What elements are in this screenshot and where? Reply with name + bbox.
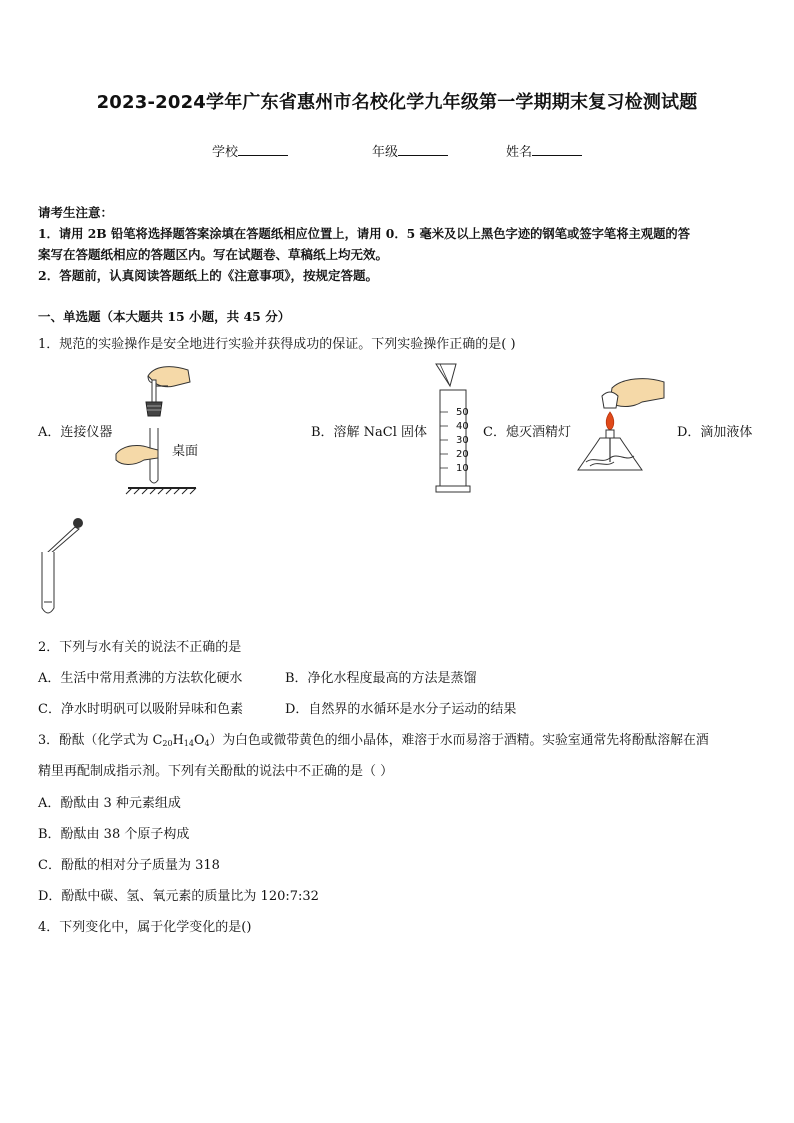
stem-prefix: 3．酚酞（化学式为 xyxy=(38,733,153,748)
rubber-stopper xyxy=(146,402,162,416)
tick-label: 30 xyxy=(456,435,469,446)
grade-blank[interactable] xyxy=(398,142,448,156)
question-2-option-d[interactable]: D．自然界的水循环是水分子运动的结果 xyxy=(285,702,517,717)
grade-label: 年级 xyxy=(372,145,399,160)
lamp-cap xyxy=(602,392,618,408)
question-1-stem: 1．规范的实验操作是安全地进行实验并获得成功的保证。下列实验操作正确的是( ) xyxy=(38,337,516,352)
formula-o-sub: 4 xyxy=(204,739,210,748)
question-1-option-b[interactable]: B．溶解 NaCl 固体 xyxy=(311,425,428,440)
flame-icon xyxy=(606,412,614,430)
test-tube xyxy=(42,552,54,613)
table-label: 桌面 xyxy=(172,444,199,459)
question-3-option-d[interactable]: D．酚酞中碳、氢、氧元素的质量比为 120:7:32 xyxy=(38,889,319,904)
question-2-option-c[interactable]: C．净水时明矾可以吸附异味和色素 xyxy=(38,702,243,717)
dropper-illustration xyxy=(36,516,88,620)
question-2-stem: 2．下列与水有关的说法不正确的是 xyxy=(38,640,242,655)
section-heading: 一、单选题（本大题共 15 小题，共 45 分） xyxy=(38,309,291,324)
cylinder-tick-labels xyxy=(456,406,469,476)
dropper-tube xyxy=(48,527,79,554)
formula-o: O xyxy=(193,733,205,748)
alcohol-lamp-illustration xyxy=(572,372,668,482)
formula-c-sub: 20 xyxy=(162,739,173,748)
question-2-option-a[interactable]: A．生活中常用煮沸的方法软化硬水 xyxy=(38,671,243,686)
question-3-option-c[interactable]: C．酚酞的相对分子质量为 318 xyxy=(38,858,220,873)
name-field xyxy=(506,141,582,160)
tick-label: 10 xyxy=(456,463,469,474)
name-blank[interactable] xyxy=(532,142,582,156)
tick-label: 20 xyxy=(456,449,469,460)
dropper-bulb xyxy=(73,518,83,528)
question-2-option-b[interactable]: B．净化水程度最高的方法是蒸馏 xyxy=(285,671,477,686)
question-1-option-a[interactable]: A．连接仪器 xyxy=(38,425,113,440)
notice-heading: 请考生注意： xyxy=(38,205,114,220)
page-title: 2023-2024学年广东省惠州市名校化学九年级第一学期期末复习检测试题 xyxy=(96,92,698,113)
name-label: 姓名 xyxy=(506,145,533,160)
tick-label: 40 xyxy=(456,421,469,432)
question-1-option-d[interactable]: D．滴加液体 xyxy=(677,425,753,440)
school-blank[interactable] xyxy=(238,142,288,156)
hand xyxy=(610,379,664,407)
question-3-option-b[interactable]: B．酚酞由 38 个原子构成 xyxy=(38,827,190,842)
notice-item-1-line-2: 案写在答题纸相应的答题区内。写在试题卷、草稿纸上均无效。 xyxy=(38,247,389,262)
formula xyxy=(153,733,210,748)
school-label: 学校 xyxy=(212,145,239,160)
notice-item-1-line-1: 1．请用 2B 铅笔将选择题答案涂填在答题纸相应位置上，请用 0．5 毫米及以上黑色字迹的钢笔或签字笔将主观题的答 xyxy=(38,226,690,241)
school-field xyxy=(212,141,288,160)
connect-apparatus-illustration xyxy=(110,362,200,494)
grade-field xyxy=(372,141,448,160)
question-3-option-a[interactable]: A．酚酞由 3 种元素组成 xyxy=(38,796,181,811)
question-4-stem: 4．下列变化中，属于化学变化的是() xyxy=(38,920,252,935)
question-3-stem-line-2: 精里再配制成指示剂。下列有关酚酞的说法中不正确的是（ ） xyxy=(38,764,394,779)
question-1-option-c[interactable]: C．熄灭酒精灯 xyxy=(483,425,571,440)
formula-c: C xyxy=(152,733,163,748)
tick-label: 50 xyxy=(456,407,469,418)
formula-h-sub: 14 xyxy=(183,739,194,748)
formula-h: H xyxy=(172,733,184,748)
stem-suffix: ）为白色或微带黄色的细小晶体，难溶于水而易溶于酒精。实验室通常先将酚酞溶解在酒 xyxy=(209,733,709,748)
paper-funnel xyxy=(436,364,456,386)
question-3-stem-line-1 xyxy=(38,729,709,748)
glass-tube xyxy=(152,380,156,402)
notice-item-2: 2．答题前，认真阅读答题纸上的《注意事项》，按规定答题。 xyxy=(38,268,378,283)
